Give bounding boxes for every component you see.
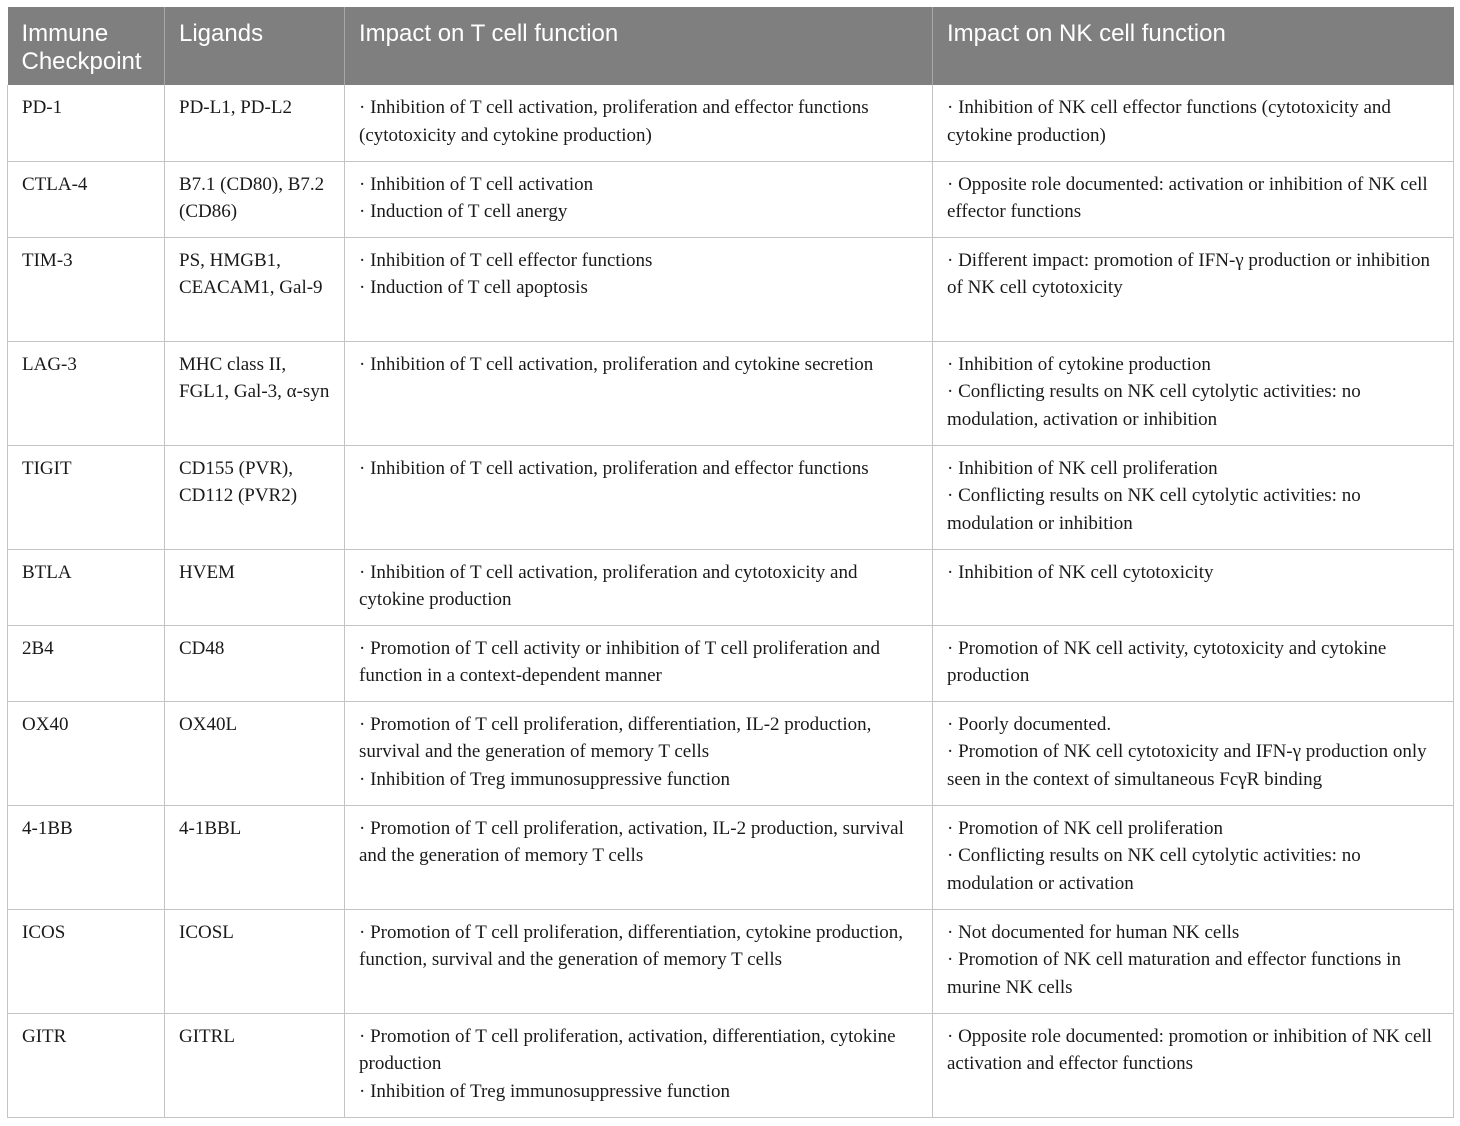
table-body [8,85,1454,1117]
table-row [8,237,1454,341]
cell-checkpoint: 2B4 [8,625,165,701]
cell-nk-cell-impact [933,701,1454,805]
impact-line: · Opposite role documented: promotion or inhibition of NK cell activation and effector functions [947,1025,1432,1075]
table-row [8,625,1454,701]
cell-checkpoint: TIGIT [8,445,165,549]
impact-line: · Inhibition of cytokine production [947,353,1211,375]
impact-line: · Promotion of NK cell proliferation [947,817,1223,839]
cell-t-cell-impact [345,805,933,909]
table-row [8,909,1454,1013]
cell-ligands: ICOSL [165,909,345,1013]
table-header [8,7,1454,85]
cell-nk-cell-impact [933,805,1454,909]
cell-checkpoint: BTLA [8,549,165,625]
cell-ligands: HVEM [165,549,345,625]
checkpoint-table-container [7,7,1453,1118]
cell-t-cell-impact [345,1013,933,1117]
cell-nk-cell-impact [933,85,1454,161]
cell-t-cell-impact [345,341,933,445]
cell-checkpoint: LAG-3 [8,341,165,445]
table-row [8,549,1454,625]
impact-line: · Inhibition of T cell activation, proliferation and cytokine secretion [359,353,874,375]
impact-line: · Promotion of T cell activity or inhibition of T cell proliferation and function in a context-dependent manner [359,637,880,687]
cell-ligands: B7.1 (CD80), B7.2 (CD86) [165,161,345,237]
cell-t-cell-impact [345,701,933,805]
cell-t-cell-impact [345,161,933,237]
impact-line: · Inhibition of NK cell effector functions (cytotoxicity and cytokine production) [947,97,1391,146]
cell-ligands: OX40L [165,701,345,805]
impact-line: · Inhibition of T cell activation, proliferation and effector functions (cytotoxicity and cytokine production) [359,97,869,146]
cell-checkpoint: 4-1BB [8,805,165,909]
table-row [8,1013,1454,1117]
cell-t-cell-impact [345,549,933,625]
impact-line: · Conflicting results on NK cell cytolytic activities: no modulation, activation or inhibition [947,381,1361,430]
cell-ligands: PD-L1, PD-L2 [165,85,345,161]
table-row [8,85,1454,161]
header-row [8,7,1454,85]
cell-nk-cell-impact [933,1013,1454,1117]
impact-line: · Inhibition of T cell activation, proliferation and cytotoxicity and cytokine production [359,561,858,611]
impact-line: · Promotion of NK cell maturation and effector functions in murine NK cells [947,949,1401,998]
cell-ligands: 4-1BBL [165,805,345,909]
impact-line: · Promotion of T cell proliferation, activation, differentiation, cytokine production [359,1025,896,1075]
cell-ligands: CD48 [165,625,345,701]
impact-line: · Inhibition of T cell effector functions [359,249,653,271]
table-row [8,341,1454,445]
impact-line: · Promotion of T cell proliferation, activation, IL-2 production, survival and the generation of memory T cells [359,817,904,867]
impact-line: · Promotion of T cell proliferation, differentiation, cytokine production, function, survival and the generation of memory T cells [359,921,904,971]
cell-checkpoint: TIM-3 [8,237,165,341]
cell-nk-cell-impact [933,625,1454,701]
cell-checkpoint: PD-1 [8,85,165,161]
impact-line: · Inhibition of T cell activation, proliferation and effector functions [359,457,869,479]
cell-nk-cell-impact [933,237,1454,341]
impact-line: · Not documented for human NK cells [947,921,1240,943]
cell-checkpoint: OX40 [8,701,165,805]
impact-line: · Induction of T cell apoptosis [359,277,588,299]
cell-t-cell-impact [345,445,933,549]
table-row [8,805,1454,909]
impact-line: · Different impact: promotion of IFN-γ production or inhibition of NK cell cytotoxicity [947,249,1430,299]
impact-line: · Conflicting results on NK cell cytolytic activities: no modulation or activation [947,845,1361,894]
impact-line: · Opposite role documented: activation or inhibition of NK cell effector functions [947,173,1428,223]
cell-t-cell-impact [345,625,933,701]
cell-ligands: PS, HMGB1, CEACAM1, Gal-9 [165,237,345,341]
cell-checkpoint: CTLA-4 [8,161,165,237]
impact-line: · Inhibition of NK cell proliferation [947,457,1218,479]
cell-nk-cell-impact [933,341,1454,445]
impact-line: · Promotion of NK cell activity, cytotoxicity and cytokine production [947,637,1387,687]
impact-line: · Inhibition of Treg immunosuppressive function [359,1080,731,1102]
cell-nk-cell-impact [933,909,1454,1013]
header-t-cell-impact: Impact on T cell function [345,7,933,85]
table-row [8,445,1454,549]
cell-ligands: MHC class II, FGL1, Gal-3, α-syn [165,341,345,445]
impact-line: · Inhibition of Treg immunosuppressive function [359,768,731,790]
impact-line: · Inhibition of T cell activation [359,173,594,195]
cell-nk-cell-impact [933,549,1454,625]
cell-nk-cell-impact [933,161,1454,237]
header-immune-checkpoint: Immune Checkpoint [8,7,165,85]
cell-t-cell-impact [345,237,933,341]
impact-line: · Poorly documented. [947,713,1112,735]
cell-t-cell-impact [345,85,933,161]
impact-line: · Inhibition of NK cell cytotoxicity [947,561,1214,583]
impact-line: · Conflicting results on NK cell cytolytic activities: no modulation or inhibition [947,485,1361,534]
impact-line: · Induction of T cell anergy [359,201,568,223]
cell-ligands: CD155 (PVR), CD112 (PVR2) [165,445,345,549]
table-row [8,161,1454,237]
cell-nk-cell-impact [933,445,1454,549]
header-ligands: Ligands [165,7,345,85]
impact-line: · Promotion of NK cell cytotoxicity and IFN-γ production only seen in the context of simultaneous FcγR binding [947,741,1427,790]
cell-checkpoint: GITR [8,1013,165,1117]
cell-t-cell-impact [345,909,933,1013]
immune-checkpoint-table [7,7,1454,1118]
table-row [8,701,1454,805]
cell-checkpoint: ICOS [8,909,165,1013]
cell-ligands: GITRL [165,1013,345,1117]
impact-line: · Promotion of T cell proliferation, differentiation, IL-2 production, survival and the generation of memory T cells [359,713,872,763]
header-nk-cell-impact: Impact on NK cell function [933,7,1454,85]
